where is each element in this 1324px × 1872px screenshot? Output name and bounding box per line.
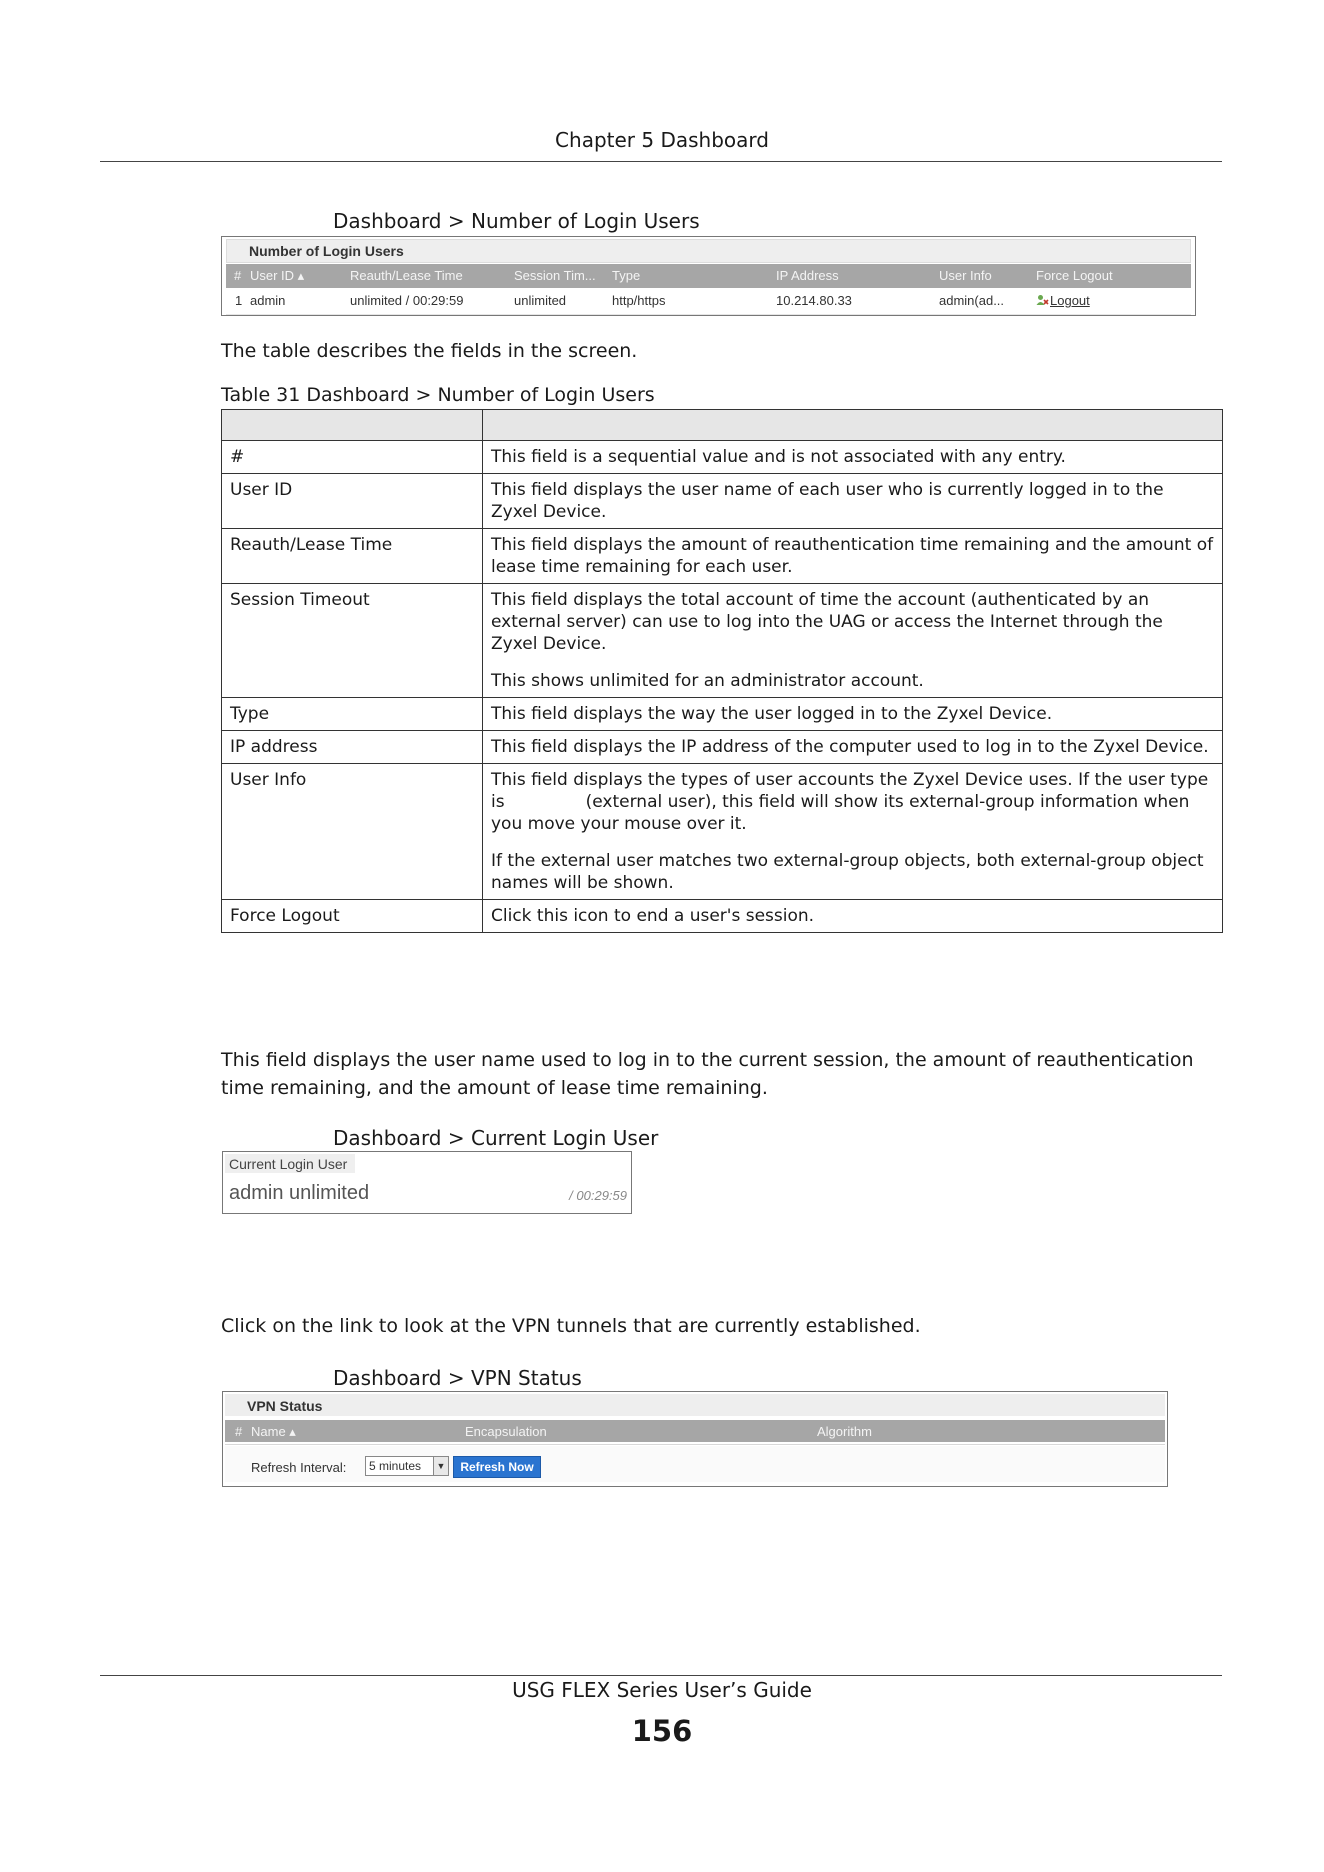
current-login-text: This field displays the user name used to log in to the current session, the amount of reauthentication time remaining, and the amount of lease time remaining.	[221, 1049, 1194, 1099]
header-label-cell	[222, 410, 483, 441]
col-index[interactable]: #	[235, 1424, 243, 1439]
logout-button[interactable]	[1036, 293, 1090, 308]
figure-caption-vpn: Dashboard > VPN Status	[333, 1366, 582, 1390]
col-reauth-lease[interactable]: Reauth/Lease Time	[350, 268, 463, 283]
col-ip-address[interactable]: IP Address	[776, 268, 839, 283]
header-description-cell	[483, 410, 1223, 441]
table-caption: Table 31 Dashboard > Number of Login Users	[221, 384, 655, 406]
vpn-text: Click on the link to look at the VPN tunnels that are currently established.	[221, 1315, 921, 1337]
table-row	[226, 288, 1191, 315]
col-type[interactable]: Type	[612, 268, 641, 283]
description-paragraph: This field displays the total account of time the account (authenticated by an external server) can use to log into the UAG or access the Internet through the Zyxel Device.	[491, 590, 1163, 654]
footer-rule	[100, 1675, 1222, 1676]
panel-title: VPN Status	[247, 1398, 323, 1414]
page-number: 156	[631, 1714, 693, 1748]
grid-header	[225, 1420, 1165, 1442]
row-divider	[225, 1444, 1165, 1445]
description-paragraph: If the external user matches two external-group objects, both external-group object names will be shown.	[491, 851, 1204, 893]
row-label: Reauth/Lease Time	[222, 529, 483, 584]
description-paragraph: This field displays the user name of each user who is currently logged in to the Zyxel Device.	[491, 480, 1164, 522]
widget-title: Current Login User	[229, 1156, 348, 1172]
panel-title: Number of Login Users	[249, 243, 404, 259]
cell-user-id: admin	[250, 293, 286, 308]
refresh-interval-value: 5 minutes	[369, 1459, 422, 1473]
description-paragraph: Click this icon to end a user's session.	[491, 906, 815, 926]
row-description	[483, 441, 1223, 474]
refresh-toolbar	[225, 1446, 1165, 1482]
col-algorithm[interactable]: Algorithm	[817, 1424, 872, 1439]
panel-title-bar	[226, 239, 1191, 263]
description-paragraph: This shows unlimited for an administrator account.	[491, 671, 924, 691]
cell-user-info: admin(ad...	[939, 293, 1005, 308]
row-label: #	[222, 441, 483, 474]
table-row	[222, 441, 1223, 474]
table-row	[222, 474, 1223, 529]
row-description	[483, 529, 1223, 584]
intro-text: The table describes the fields in the screen.	[221, 340, 638, 362]
panel-title-bar	[225, 1394, 1165, 1416]
row-label: User ID	[222, 474, 483, 529]
table-row	[222, 698, 1223, 731]
col-user-info[interactable]: User Info	[939, 268, 992, 283]
row-description	[483, 731, 1223, 764]
row-label: IP address	[222, 731, 483, 764]
col-user-id[interactable]: User ID ▴	[250, 268, 305, 283]
cell-reauth-lease: unlimited / 00:29:59	[350, 293, 464, 308]
row-label: User Info	[222, 764, 483, 900]
row-description	[483, 474, 1223, 529]
current-user-value: admin unlimited	[229, 1182, 370, 1204]
grid-header	[226, 264, 1191, 288]
refresh-now-button[interactable]: Refresh Now	[453, 1456, 541, 1478]
description-paragraph: This field displays the IP address of the computer used to log in to the Zyxel Device.	[491, 737, 1209, 757]
current-login-user-widget	[222, 1151, 632, 1214]
cell-session-timeout: unlimited	[514, 293, 567, 308]
lease-time-value: / 00:29:59	[569, 1188, 627, 1203]
cell-ip-address: 10.214.80.33	[776, 293, 852, 308]
description-paragraph: This field displays the way the user logged in to the Zyxel Device.	[491, 704, 1053, 724]
table-header-row	[222, 410, 1223, 441]
col-encapsulation[interactable]: Encapsulation	[465, 1424, 547, 1439]
header-rule	[100, 161, 1222, 162]
description-paragraph: This field displays the types of user accounts the Zyxel Device uses. If the user type is (external user), this field will show its external-group information when you move your mouse over it.	[491, 770, 1214, 834]
login-users-panel	[221, 236, 1196, 316]
row-label: Session Timeout	[222, 584, 483, 698]
col-index[interactable]: #	[234, 268, 242, 283]
table-row	[222, 731, 1223, 764]
chevron-down-icon[interactable]: ▼	[433, 1457, 448, 1475]
table-row	[222, 900, 1223, 933]
vpn-status-panel	[222, 1391, 1168, 1487]
chapter-header: Chapter 5 Dashboard	[555, 128, 769, 152]
footer-guide-title: USG FLEX Series User’s Guide	[512, 1678, 812, 1702]
col-session-timeout[interactable]: Session Tim...	[514, 268, 596, 283]
row-description	[483, 584, 1223, 698]
logout-link[interactable]: Logout	[1050, 293, 1090, 308]
description-paragraph: This field is a sequential value and is not associated with any entry.	[491, 447, 1066, 467]
row-label: Force Logout	[222, 900, 483, 933]
table-row	[222, 764, 1223, 900]
refresh-interval-select[interactable]	[365, 1456, 449, 1476]
table-row	[222, 584, 1223, 698]
figure-caption-current-user: Dashboard > Current Login User	[333, 1126, 659, 1150]
row-label: Type	[222, 698, 483, 731]
figure-caption-login-users: Dashboard > Number of Login Users	[333, 209, 700, 233]
description-paragraph: This field displays the amount of reauthentication time remaining and the amount of lease time remaining for each user.	[491, 535, 1214, 577]
row-description	[483, 764, 1223, 900]
description-table	[221, 409, 1223, 933]
table-row	[222, 529, 1223, 584]
cell-type: http/https	[612, 293, 666, 308]
col-name[interactable]: Name ▴	[251, 1424, 296, 1439]
row-description	[483, 698, 1223, 731]
refresh-interval-label: Refresh Interval:	[251, 1460, 347, 1475]
col-force-logout[interactable]: Force Logout	[1036, 268, 1113, 283]
cell-index: 1	[235, 293, 243, 308]
logout-icon	[1036, 294, 1049, 307]
row-description	[483, 900, 1223, 933]
